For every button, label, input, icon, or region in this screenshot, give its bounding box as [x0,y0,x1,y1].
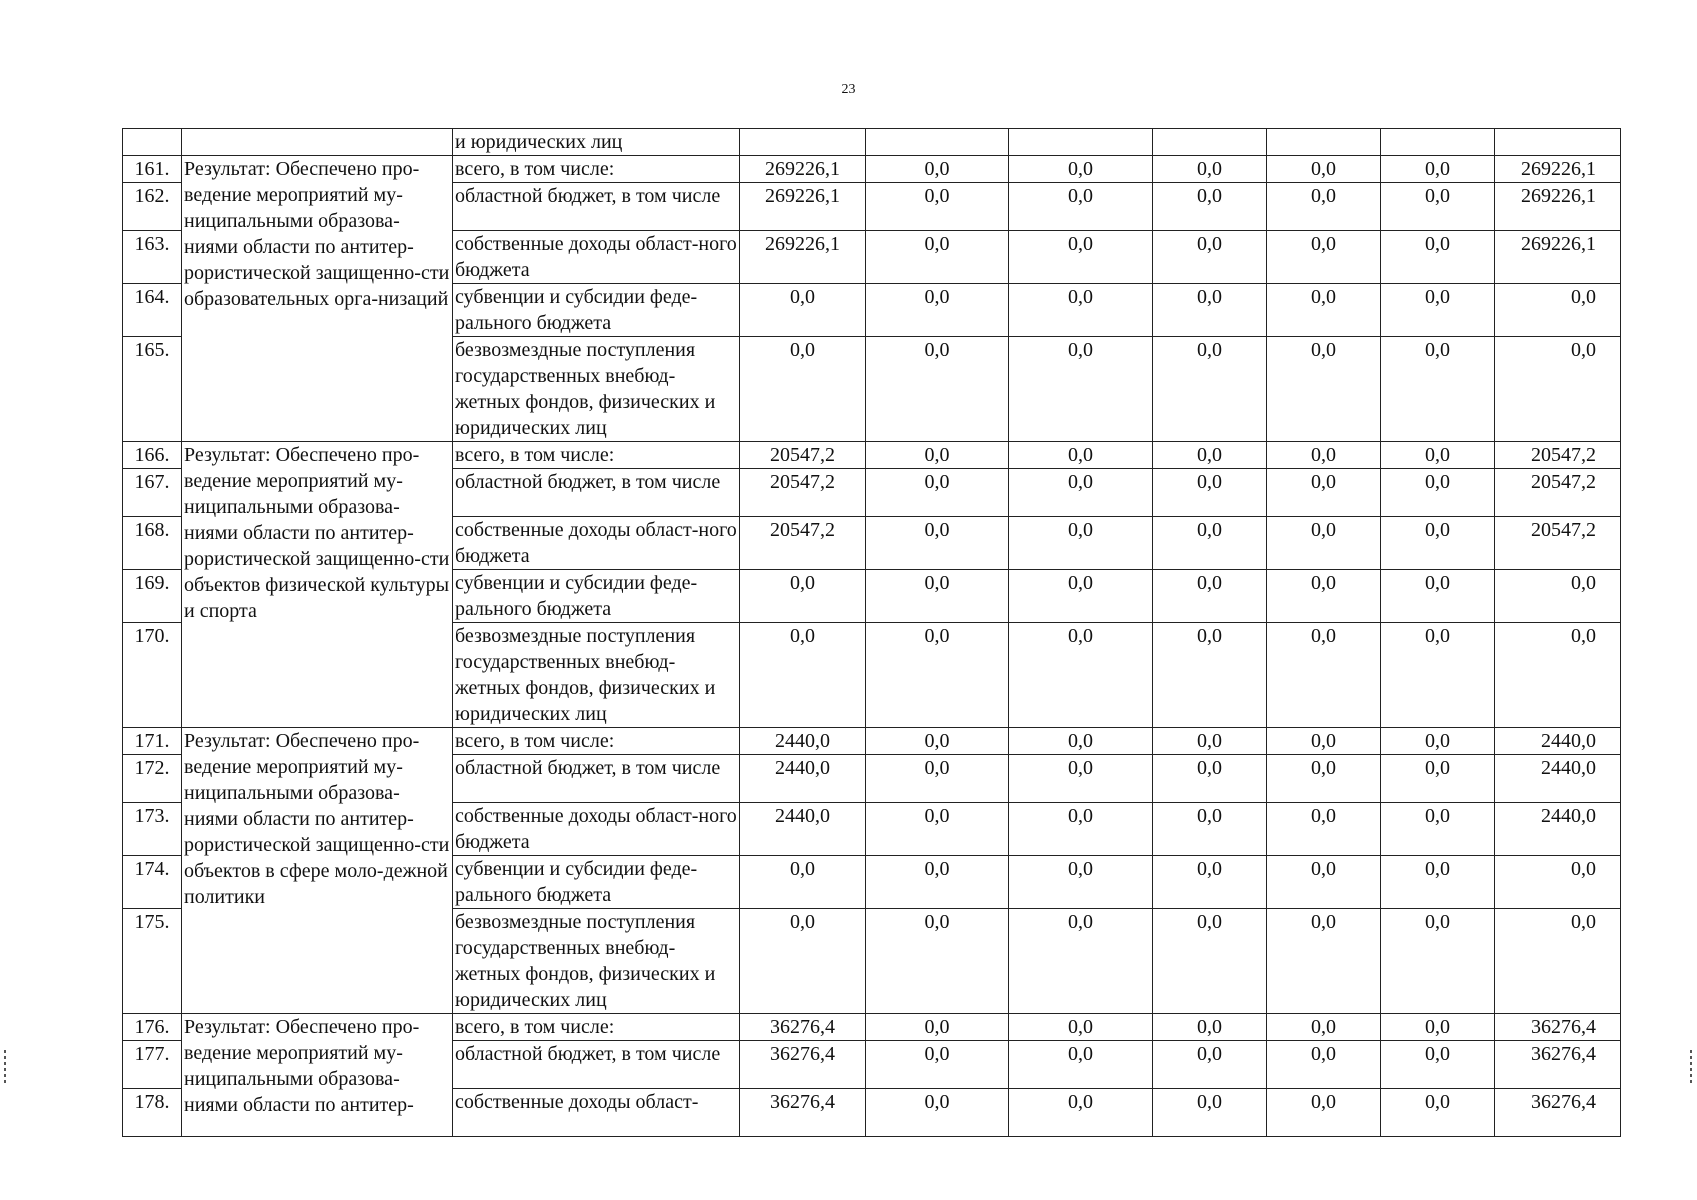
value-cell: 0,0 [866,284,1009,337]
row-number-cell: 168. [123,517,182,570]
row-number-cell: 161. [123,156,182,183]
total-value-cell: 0,0 [1495,623,1621,728]
result-cell: Результат: Обеспечено про-ведение мероприятий му-ниципальными образова-ниями области по антитер-рористической защищенно-сти образовательных орга-низаций [182,156,453,442]
value-cell: 0,0 [1381,517,1495,570]
value-cell: 0,0 [1153,156,1267,183]
total-value-cell: 36276,4 [1495,1089,1621,1137]
value-cell: 20547,2 [740,469,866,517]
row-number-cell: 162. [123,183,182,231]
value-cell: 0,0 [1153,183,1267,231]
value-cell: 0,0 [1009,728,1153,755]
value-cell: 0,0 [1381,909,1495,1014]
value-cell: 0,0 [1267,517,1381,570]
funding-source-cell: собственные доходы област- [453,1089,740,1137]
value-cell: 0,0 [740,623,866,728]
funding-source-cell: всего, в том числе: [453,156,740,183]
funding-source-cell: всего, в том числе: [453,1014,740,1041]
value-cell: 2440,0 [740,728,866,755]
funding-source-cell: собственные доходы област-ного бюджета [453,517,740,570]
result-cell: Результат: Обеспечено про-ведение мероприятий му-ниципальными образова-ниями области по антитер-рористической защищенно-сти объектов физической культуры и спорта [182,442,453,728]
result-cell: Результат: Обеспечено про-ведение мероприятий му-ниципальными образова-ниями области по антитер- [182,1014,453,1137]
value-cell: 0,0 [1009,469,1153,517]
funding-source-cell: субвенции и субсидии феде-рального бюджета [453,570,740,623]
value-cell: 0,0 [1009,1041,1153,1089]
table-row [123,1014,1621,1041]
value-cell: 0,0 [1153,909,1267,1014]
value-cell: 0,0 [866,570,1009,623]
value-cell: 0,0 [1009,517,1153,570]
value-cell: 0,0 [1009,337,1153,442]
row-number-cell: 170. [123,623,182,728]
value-cell [740,129,866,156]
result-cell [182,129,453,156]
value-cell: 0,0 [1009,570,1153,623]
value-cell: 36276,4 [740,1089,866,1137]
row-number-cell: 172. [123,755,182,803]
funding-source-cell: областной бюджет, в том числе [453,183,740,231]
value-cell [1495,129,1621,156]
value-cell: 0,0 [1267,442,1381,469]
total-value-cell: 0,0 [1495,337,1621,442]
value-cell: 0,0 [1009,909,1153,1014]
value-cell: 0,0 [1267,231,1381,284]
value-cell: 20547,2 [740,442,866,469]
value-cell: 0,0 [866,728,1009,755]
value-cell: 0,0 [1009,856,1153,909]
value-cell: 36276,4 [740,1014,866,1041]
value-cell: 0,0 [866,1041,1009,1089]
result-cell: Результат: Обеспечено про-ведение мероприятий му-ниципальными образова-ниями области по антитер-рористической защищенно-сти объектов в сфере моло-дежной политики [182,728,453,1014]
value-cell: 0,0 [866,231,1009,284]
value-cell: 0,0 [1381,1041,1495,1089]
row-number-cell: 175. [123,909,182,1014]
value-cell: 0,0 [1381,803,1495,856]
value-cell: 0,0 [1009,284,1153,337]
value-cell: 0,0 [1267,856,1381,909]
row-number-cell: 169. [123,570,182,623]
value-cell: 0,0 [1009,1014,1153,1041]
row-number-cell: 176. [123,1014,182,1041]
value-cell: 0,0 [740,337,866,442]
value-cell: 0,0 [1267,183,1381,231]
value-cell: 0,0 [1381,337,1495,442]
value-cell: 0,0 [1153,803,1267,856]
value-cell: 0,0 [866,469,1009,517]
value-cell: 0,0 [1009,623,1153,728]
value-cell: 0,0 [1009,156,1153,183]
value-cell: 269226,1 [740,231,866,284]
total-value-cell: 36276,4 [1495,1014,1621,1041]
funding-source-cell: безвозмездные поступления государственных внебюд-жетных фондов, физических и юридических лиц [453,909,740,1014]
row-number-cell: 163. [123,231,182,284]
total-value-cell: 269226,1 [1495,183,1621,231]
total-value-cell: 0,0 [1495,570,1621,623]
funding-source-cell: областной бюджет, в том числе [453,1041,740,1089]
value-cell: 0,0 [1381,856,1495,909]
value-cell: 0,0 [1267,755,1381,803]
value-cell [1009,129,1153,156]
value-cell [1267,129,1381,156]
value-cell: 0,0 [1153,284,1267,337]
value-cell: 0,0 [866,183,1009,231]
value-cell: 0,0 [1153,570,1267,623]
value-cell: 0,0 [1381,1089,1495,1137]
row-number-cell: 174. [123,856,182,909]
value-cell: 0,0 [1009,1089,1153,1137]
value-cell: 0,0 [1153,856,1267,909]
value-cell: 0,0 [866,1014,1009,1041]
row-number-cell [123,129,182,156]
value-cell: 2440,0 [740,803,866,856]
value-cell: 0,0 [1381,183,1495,231]
value-cell: 0,0 [1267,156,1381,183]
value-cell: 0,0 [1381,728,1495,755]
margin-mark-right [1690,1050,1692,1084]
funding-source-cell: всего, в том числе: [453,728,740,755]
value-cell: 0,0 [1381,156,1495,183]
funding-source-cell: субвенции и субсидии феде-рального бюджета [453,284,740,337]
funding-source-cell: всего, в том числе: [453,442,740,469]
table-row [123,156,1621,183]
value-cell: 0,0 [740,909,866,1014]
value-cell: 0,0 [1153,755,1267,803]
value-cell: 0,0 [866,909,1009,1014]
page-number: 23 [841,82,856,97]
table-row [123,728,1621,755]
row-number-cell: 167. [123,469,182,517]
total-value-cell: 20547,2 [1495,442,1621,469]
value-cell: 0,0 [866,337,1009,442]
value-cell: 0,0 [1153,1041,1267,1089]
value-cell: 0,0 [740,856,866,909]
total-value-cell: 0,0 [1495,909,1621,1014]
total-value-cell: 269226,1 [1495,231,1621,284]
value-cell: 0,0 [1381,442,1495,469]
value-cell: 0,0 [1009,803,1153,856]
value-cell: 0,0 [1267,728,1381,755]
value-cell: 0,0 [1153,1089,1267,1137]
total-value-cell: 0,0 [1495,284,1621,337]
value-cell: 0,0 [866,755,1009,803]
value-cell: 0,0 [1267,803,1381,856]
value-cell [1381,129,1495,156]
value-cell: 0,0 [1153,337,1267,442]
value-cell: 0,0 [1153,442,1267,469]
total-value-cell: 269226,1 [1495,156,1621,183]
value-cell: 0,0 [1381,755,1495,803]
value-cell [1153,129,1267,156]
margin-mark-left [4,1050,6,1084]
row-number-cell: 177. [123,1041,182,1089]
value-cell [866,129,1009,156]
value-cell: 0,0 [1267,1041,1381,1089]
value-cell: 0,0 [1009,755,1153,803]
value-cell: 0,0 [1381,1014,1495,1041]
funding-source-cell: и юридических лиц [453,129,740,156]
value-cell: 0,0 [1267,337,1381,442]
value-cell: 0,0 [866,517,1009,570]
total-value-cell: 20547,2 [1495,469,1621,517]
value-cell: 0,0 [1381,231,1495,284]
value-cell: 0,0 [866,442,1009,469]
value-cell: 269226,1 [740,183,866,231]
total-value-cell: 2440,0 [1495,755,1621,803]
value-cell: 0,0 [1267,623,1381,728]
value-cell: 2440,0 [740,755,866,803]
value-cell: 0,0 [1267,1014,1381,1041]
value-cell: 0,0 [1009,183,1153,231]
value-cell: 0,0 [1267,469,1381,517]
value-cell: 0,0 [1009,442,1153,469]
row-number-cell: 173. [123,803,182,856]
value-cell: 0,0 [1267,284,1381,337]
total-value-cell: 36276,4 [1495,1041,1621,1089]
value-cell: 0,0 [1267,570,1381,623]
value-cell: 0,0 [866,1089,1009,1137]
value-cell: 0,0 [1267,1089,1381,1137]
row-number-cell: 165. [123,337,182,442]
value-cell: 0,0 [1153,517,1267,570]
value-cell: 0,0 [1267,909,1381,1014]
value-cell: 0,0 [866,803,1009,856]
funding-source-cell: областной бюджет, в том числе [453,469,740,517]
value-cell: 0,0 [1153,728,1267,755]
budget-table [122,128,1621,1137]
funding-source-cell: собственные доходы област-ного бюджета [453,231,740,284]
value-cell: 0,0 [1381,623,1495,728]
table-row-continuation [123,129,1621,156]
value-cell: 0,0 [866,156,1009,183]
value-cell: 0,0 [1381,469,1495,517]
funding-source-cell: собственные доходы област-ного бюджета [453,803,740,856]
value-cell: 0,0 [1381,284,1495,337]
value-cell: 0,0 [1009,231,1153,284]
value-cell: 0,0 [1153,623,1267,728]
value-cell: 0,0 [1153,1014,1267,1041]
funding-source-cell: безвозмездные поступления государственных внебюд-жетных фондов, физических и юридических лиц [453,337,740,442]
value-cell: 0,0 [866,856,1009,909]
funding-source-cell: безвозмездные поступления государственных внебюд-жетных фондов, физических и юридических лиц [453,623,740,728]
funding-source-cell: областной бюджет, в том числе [453,755,740,803]
value-cell: 36276,4 [740,1041,866,1089]
value-cell: 20547,2 [740,517,866,570]
total-value-cell: 0,0 [1495,856,1621,909]
total-value-cell: 2440,0 [1495,803,1621,856]
value-cell: 0,0 [1381,570,1495,623]
row-number-cell: 178. [123,1089,182,1137]
value-cell: 269226,1 [740,156,866,183]
row-number-cell: 171. [123,728,182,755]
value-cell: 0,0 [740,570,866,623]
table-row [123,442,1621,469]
total-value-cell: 20547,2 [1495,517,1621,570]
value-cell: 0,0 [1153,231,1267,284]
row-number-cell: 166. [123,442,182,469]
value-cell: 0,0 [866,623,1009,728]
funding-source-cell: субвенции и субсидии феде-рального бюджета [453,856,740,909]
value-cell: 0,0 [1153,469,1267,517]
value-cell: 0,0 [740,284,866,337]
total-value-cell: 2440,0 [1495,728,1621,755]
row-number-cell: 164. [123,284,182,337]
